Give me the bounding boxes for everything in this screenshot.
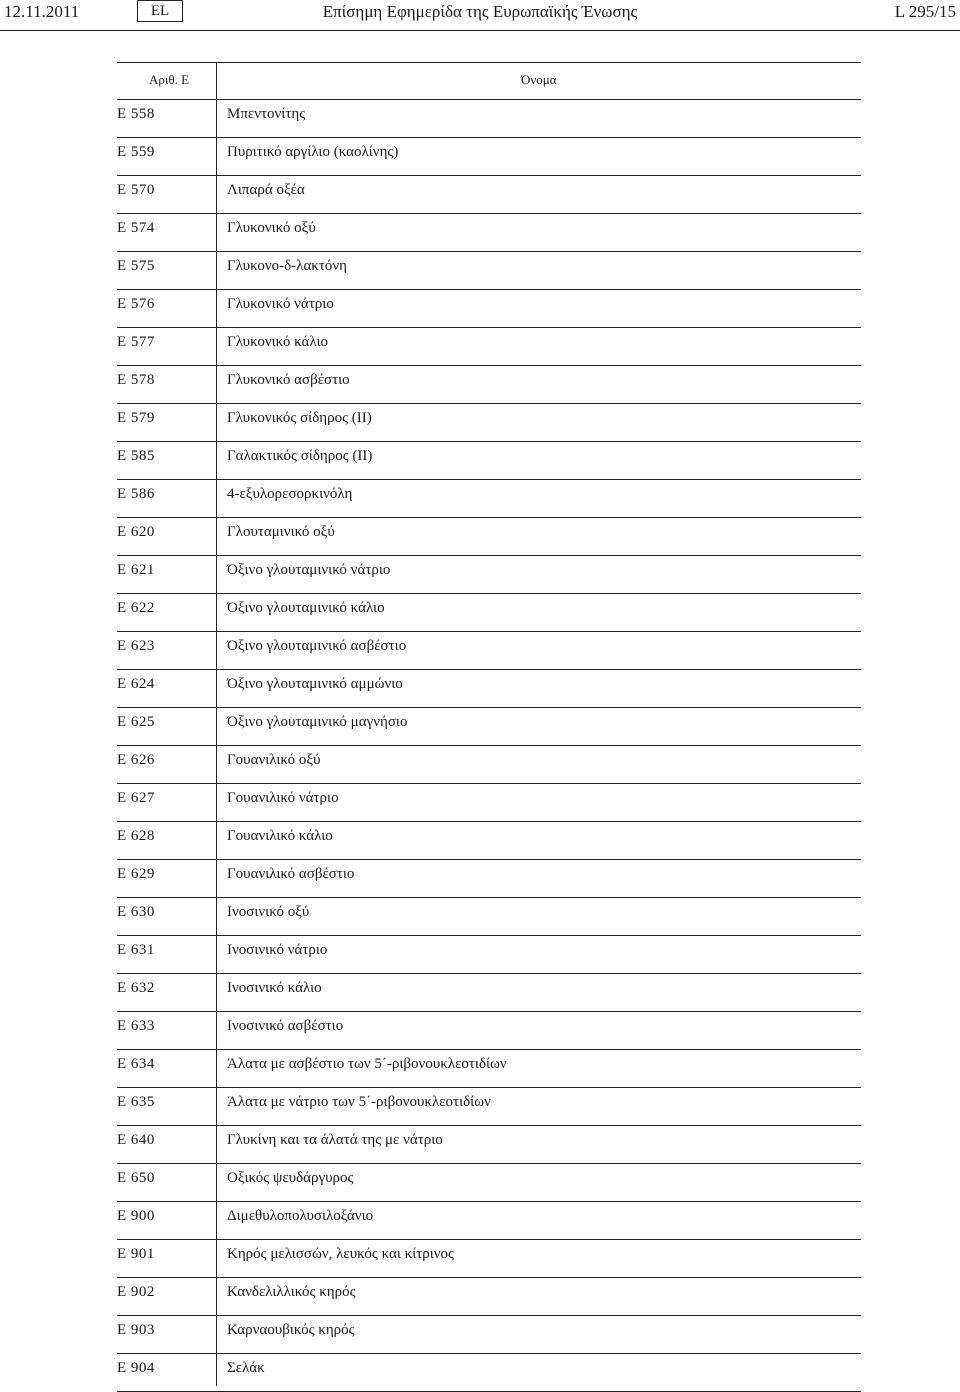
table-row	[117, 366, 861, 404]
e-number-cell: E 626	[117, 752, 155, 768]
table-row	[117, 670, 861, 708]
additive-name-cell: Όξινο γλουταμινικό νάτριο	[227, 562, 391, 578]
e-number-cell: E 903	[117, 1322, 155, 1338]
table-row	[117, 1202, 861, 1240]
additive-name-cell: Όξινο γλουταμινικό κάλιο	[227, 600, 385, 616]
table-row	[117, 822, 861, 860]
additive-name-cell: Γλουταμινικό οξύ	[227, 524, 335, 540]
table-header-row	[117, 62, 861, 100]
e-number-cell: E 575	[117, 258, 155, 274]
additive-name-cell: Γουανιλικό ασβέστιο	[227, 866, 355, 882]
e-number-cell: E 624	[117, 676, 155, 692]
additive-name-cell: Άλατα με ασβέστιο των 5΄-ριβονουκλεοτιδίων	[227, 1056, 507, 1072]
table-row	[117, 1126, 861, 1164]
additive-name-cell: Οξικός ψευδάργυρος	[227, 1170, 354, 1186]
table-row	[117, 100, 861, 138]
table-row	[117, 290, 861, 328]
journal-title-text: Επίσημη Εφημερίδα της Ευρωπαϊκής Ένωσης	[322, 2, 638, 21]
e-number-cell: E 635	[117, 1094, 155, 1110]
additive-name-cell: Πυριτικό αργίλιο (καολίνης)	[227, 144, 399, 160]
additive-name-cell: Γουανιλικό νάτριο	[227, 790, 339, 806]
table-row	[117, 1088, 861, 1126]
language-badge: EL	[137, 0, 183, 22]
additive-name-cell: Όξινο γλουταμινικό αμμώνιο	[227, 676, 403, 692]
additive-name-cell: Όξινο γλουταμινικό ασβέστιο	[227, 638, 407, 654]
additive-name-cell: Γλυκονικό οξύ	[227, 220, 316, 236]
e-number-cell: E 579	[117, 410, 155, 426]
e-number-cell: E 902	[117, 1284, 155, 1300]
additive-name-cell: Γλυκονικό κάλιο	[227, 334, 329, 350]
additive-name-cell: Κηρός μελισσών, λευκός και κίτρινος	[227, 1246, 454, 1262]
additive-name-cell: Άλατα με νάτριο των 5΄-ριβονουκλεοτιδίων	[227, 1094, 491, 1110]
e-number-cell: E 625	[117, 714, 155, 730]
e-number-cell: E 631	[117, 942, 155, 958]
table-row	[117, 1240, 861, 1278]
e-number-cell: E 901	[117, 1246, 155, 1262]
e-number-cell: E 620	[117, 524, 155, 540]
e-number-cell: E 632	[117, 980, 155, 996]
table-row	[117, 1316, 861, 1354]
additive-name-cell: Γουανιλικό κάλιο	[227, 828, 333, 844]
table-row	[117, 252, 861, 290]
additive-name-cell: Γλυκίνη και τα άλατά της με νάτριο	[227, 1132, 443, 1148]
e-number-cell: E 622	[117, 600, 155, 616]
e-number-cell: E 630	[117, 904, 155, 920]
additive-name-cell: Γλυκονικό νάτριο	[227, 296, 334, 312]
e-number-cell: E 586	[117, 486, 155, 502]
additive-name-cell: 4-εξυλορεσορκινόλη	[227, 486, 353, 502]
additive-name-cell: Μπεντονίτης	[227, 106, 306, 122]
table-row	[117, 1278, 861, 1316]
e-number-cell: E 576	[117, 296, 155, 312]
table-row	[117, 936, 861, 974]
additive-name-cell: Ινοσινικό ασβέστιο	[227, 1018, 344, 1034]
additive-name-cell: Διμεθυλοπολυσιλοξάνιο	[227, 1208, 374, 1224]
additive-name-cell: Ινοσινικό οξύ	[227, 904, 310, 920]
table-row	[117, 898, 861, 936]
e-number-cell: E 634	[117, 1056, 155, 1072]
journal-title	[0, 2, 960, 22]
table-row	[117, 974, 861, 1012]
e-number-cell: E 627	[117, 790, 155, 806]
column-header-name: Όνομα	[521, 72, 557, 87]
additive-name-cell: Ινοσινικό νάτριο	[227, 942, 328, 958]
publication-date: 12.11.2011	[4, 2, 80, 21]
table-body	[117, 100, 861, 1392]
e-number-cell: E 558	[117, 106, 155, 122]
table-row	[117, 746, 861, 784]
table-row	[117, 784, 861, 822]
e-number-cell: E 577	[117, 334, 155, 350]
table-row	[117, 328, 861, 366]
table-row	[117, 1354, 861, 1392]
additive-name-cell: Σελάκ	[227, 1360, 265, 1376]
page-header	[0, 0, 960, 30]
e-number-cell: E 559	[117, 144, 155, 160]
column-header-e-number: Αριθ. Ε	[149, 72, 190, 87]
table-row	[117, 404, 861, 442]
e-number-cell: E 650	[117, 1170, 155, 1186]
additive-name-cell: Γλυκονικός σίδηρος (ΙΙ)	[227, 410, 372, 426]
table-row	[117, 1164, 861, 1202]
e-number-cell: E 640	[117, 1132, 155, 1148]
e-number-cell: E 633	[117, 1018, 155, 1034]
e-number-cell: E 570	[117, 182, 155, 198]
table-row	[117, 1012, 861, 1050]
additive-name-cell: Καρναουβικός κηρός	[227, 1322, 355, 1338]
table-row	[117, 556, 861, 594]
e-number-cell: E 621	[117, 562, 155, 578]
additives-table	[117, 62, 861, 1392]
table-row	[117, 708, 861, 746]
additive-name-cell: Γλυκονο-δ-λακτόνη	[227, 258, 348, 274]
page-reference: L 295/15	[894, 2, 956, 21]
additive-name-cell: Γουανιλικό οξύ	[227, 752, 321, 768]
table-row	[117, 214, 861, 252]
e-number-cell: E 574	[117, 220, 155, 236]
e-number-cell: E 900	[117, 1208, 155, 1224]
table-row	[117, 632, 861, 670]
table-row	[117, 138, 861, 176]
e-number-cell: E 578	[117, 372, 155, 388]
table-row	[117, 480, 861, 518]
additive-name-cell: Γαλακτικός σίδηρος (ΙΙ)	[227, 448, 373, 464]
e-number-cell: E 623	[117, 638, 155, 654]
e-number-cell: E 629	[117, 866, 155, 882]
table-row	[117, 594, 861, 632]
table-row	[117, 1050, 861, 1088]
additive-name-cell: Ινοσινικό κάλιο	[227, 980, 322, 996]
additive-name-cell: Λιπαρά οξέα	[227, 182, 305, 198]
table-row	[117, 860, 861, 898]
additive-name-cell: Όξινο γλουταμινικό μαγνήσιο	[227, 714, 408, 730]
e-number-cell: E 628	[117, 828, 155, 844]
header-rule	[0, 30, 960, 31]
e-number-cell: E 585	[117, 448, 155, 464]
e-number-cell: E 904	[117, 1360, 155, 1376]
table-row	[117, 176, 861, 214]
additive-name-cell: Κανδελιλλικός κηρός	[227, 1284, 356, 1300]
additive-name-cell: Γλυκονικό ασβέστιο	[227, 372, 350, 388]
table-row	[117, 518, 861, 556]
table-row	[117, 442, 861, 480]
